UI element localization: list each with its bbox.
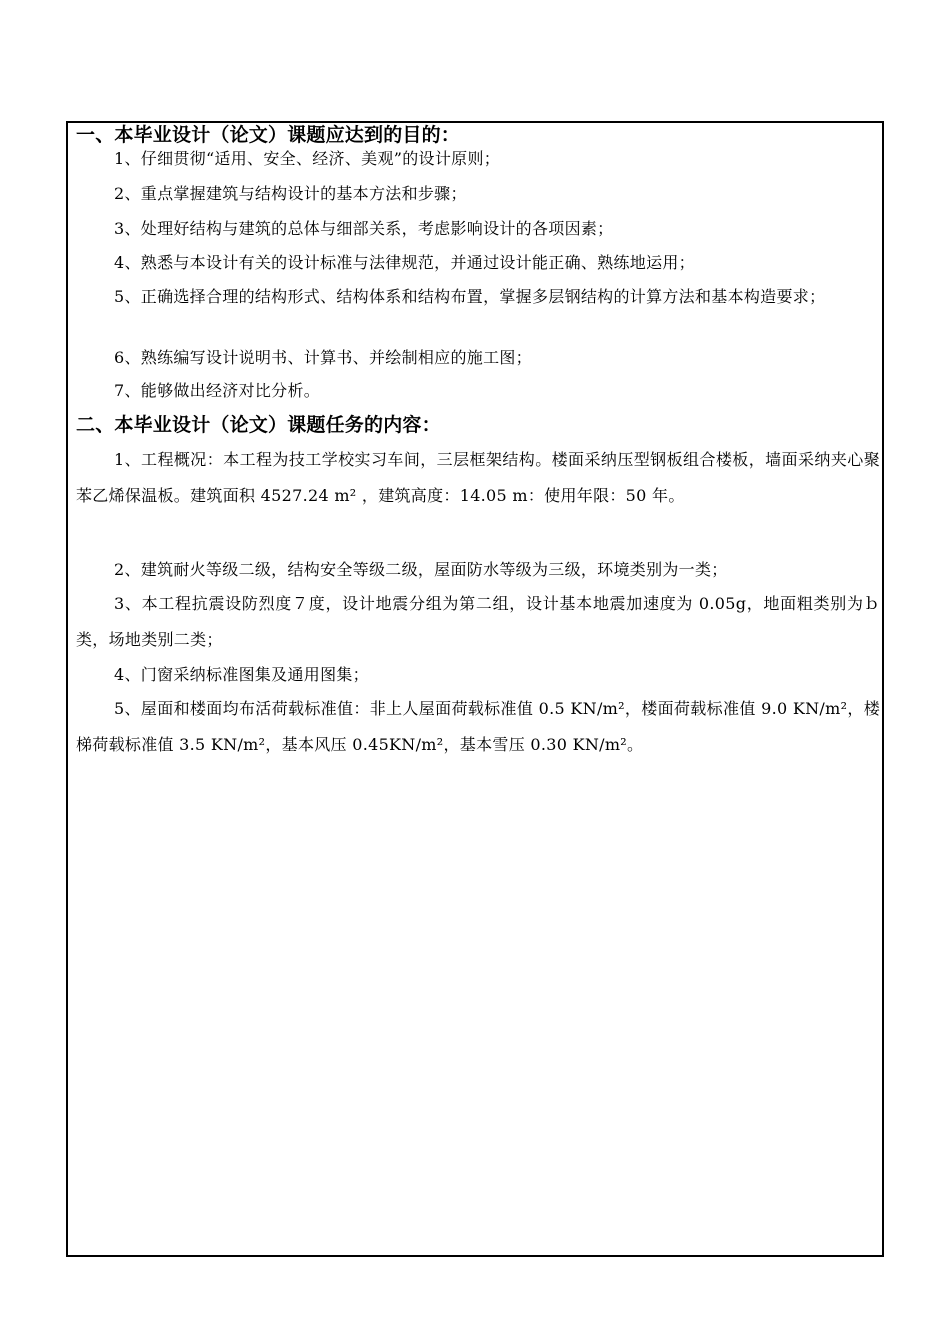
purpose-item-3: 3、处理好结构与建筑的总体与细部关系，考虑影响设计的各项因素； (114, 219, 614, 238)
purpose-item-5: 5、正确选择合理的结构形式、结构体系和结构布置，掌握多层钢结构的计算方法和基本构造要求； (114, 287, 826, 306)
purpose-item-4: 4、熟悉与本设计有关的设计标准与法律规范，并通过设计能正确、熟练地运用； (114, 253, 695, 272)
section-heading-tasks: 二、本毕业设计（论文）课题任务的内容： (76, 414, 441, 436)
purpose-item-2: 2、重点掌握建筑与结构设计的基本方法和步骤； (114, 184, 467, 203)
purpose-item-7: 7、能够做出经济对比分析。 (114, 381, 321, 400)
task-item-2: 2、建筑耐火等级二级，结构安全等级二级，屋面防水等级为三级，环境类别为一类； (114, 560, 728, 579)
task-item-3: 3、本工程抗震设防烈度７度，设计地震分组为第二组，设计基本地震加速度为 0.05g，地面粗类别为ｂ类，场地类别二类； (76, 594, 880, 649)
purpose-item-6: 6、熟练编写设计说明书、计算书、并绘制相应的施工图； (114, 348, 532, 367)
task-item-1: 1、工程概况：本工程为技工学校实习车间，三层框架结构。楼面采纳压型钢板组合楼板，墙面采纳夹心聚苯乙烯保温板。建筑面积 4527.24 m² ，建筑高度：14.05 m：使用年限：50 年。 (76, 450, 880, 505)
section-heading-purpose: 一、本毕业设计（论文）课题应达到的目的： (76, 124, 461, 146)
purpose-item-1: 1、仔细贯彻“适用、安全、经济、美观”的设计原则； (114, 149, 501, 168)
task-item-4: 4、门窗采纳标准图集及通用图集； (114, 665, 369, 684)
task-item-5: 5、屋面和楼面均布活荷载标准值：非上人屋面荷载标准值 0.5 KN/m²，楼面荷载标准值 9.0 KN/m²，楼梯荷载标准值 3.5 KN/m²，基本风压 0.45KN/m²，基本雪压 0.30 KN/m²。 (76, 699, 880, 754)
